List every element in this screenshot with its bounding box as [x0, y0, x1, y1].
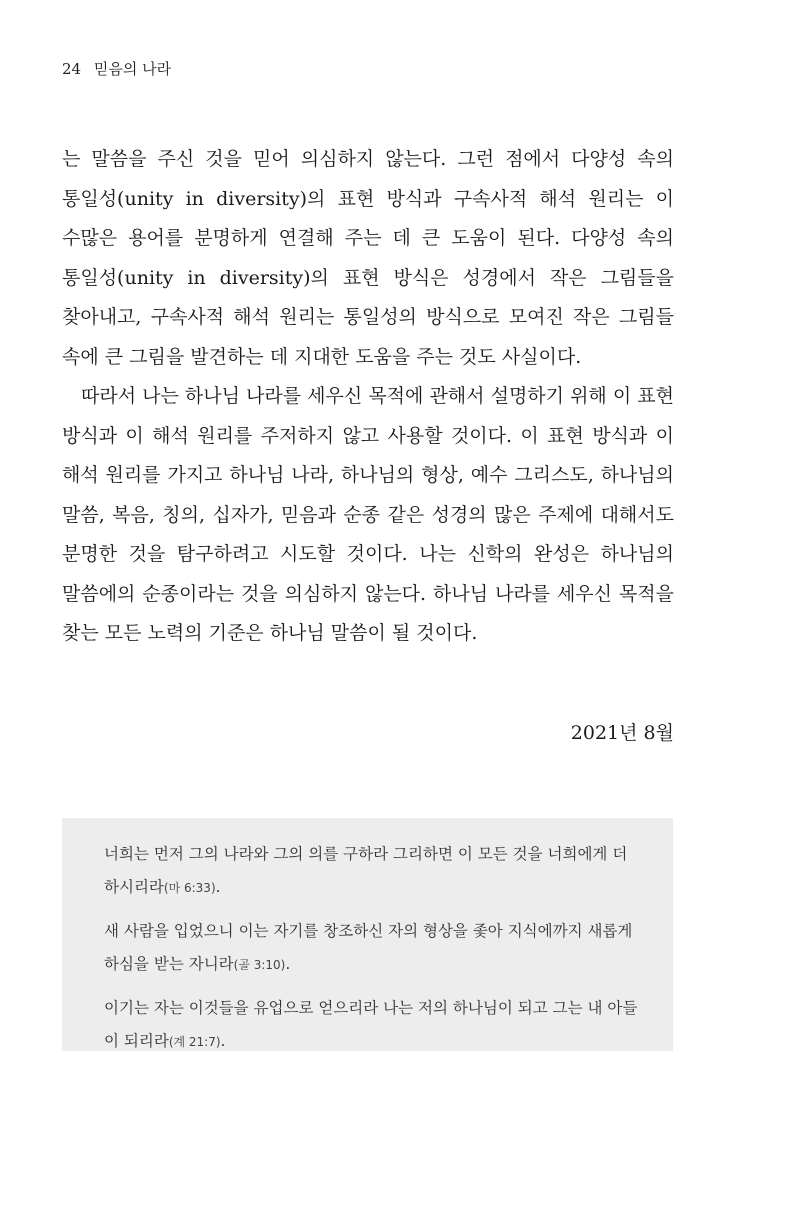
running-header: [62, 58, 171, 79]
scripture-verse: [104, 838, 641, 905]
scripture-verse: [104, 992, 641, 1059]
verse-end: .: [215, 878, 221, 896]
body-text: [62, 140, 674, 654]
scripture-verse: [104, 915, 641, 982]
paragraph: 따라서 나는 하나님 나라를 세우신 목적에 관해서 설명하기 위해 이 표현 방식과 이 해석 원리를 주저하지 않고 사용할 것이다. 이 표현 방식과 이 해석 원리를 가지고 하나님 나라, 하나님의 형상, 예수 그리스도, 하나님의 말씀, 복음, 칭의, 십자가, 믿음과 순종 같은 성경의 많은 주제에 대해서도 분명한 것을 탐구하려고 시도할 것이다. 나는 신학의 완성은 하나님의 말씀에의 순종이라는 것을 의심하지 않는다. 하나님 나라를 세우신 목적을 찾는 모든 노력의 기준은 하나님 말씀이 될 것이다.: [62, 385, 674, 644]
page-number: 24: [62, 60, 82, 78]
verse-end: .: [220, 1032, 226, 1050]
verse-reference: (마 6:33): [163, 881, 216, 895]
scripture-box: [62, 818, 673, 1051]
running-title: 믿음의 나라: [93, 60, 172, 78]
verse-text: 이기는 자는 이것들을 유업으로 얻으리라 나는 저의 하나님이 되고 그는 내 아들이 되리라: [104, 999, 638, 1050]
date-line: 2021년 8월: [570, 722, 674, 744]
verse-text: 너희는 먼저 그의 나라와 그의 의를 구하라 그리하면 이 모든 것을 너희에게 더하시리라: [104, 845, 628, 896]
verse-end: .: [285, 955, 291, 973]
verse-text: 새 사람을 입었으니 이는 자기를 창조하신 자의 형상을 좇아 지식에까지 새롭게 하심을 받는 자니라: [104, 922, 633, 973]
verse-reference: (계 21:7): [168, 1035, 221, 1049]
paragraph: 는 말씀을 주신 것을 믿어 의심하지 않는다. 그런 점에서 다양성 속의 통일성(unity in diversity)의 표현 방식과 구속사적 해석 원리는 이 수많은 용어를 분명하게 연결해 주는 데 큰 도움이 된다. 다양성 속의 통일성(unity in diversity)의 표현 방식은 성경에서 작은 그림들을 찾아내고, 구속사적 해석 원리는 통일성의 방식으로 모여진 작은 그림들 속에 큰 그림을 발견하는 데 지대한 도움을 주는 것도 사실이다.: [62, 148, 674, 368]
verse-reference: (골 3:10): [233, 958, 286, 972]
